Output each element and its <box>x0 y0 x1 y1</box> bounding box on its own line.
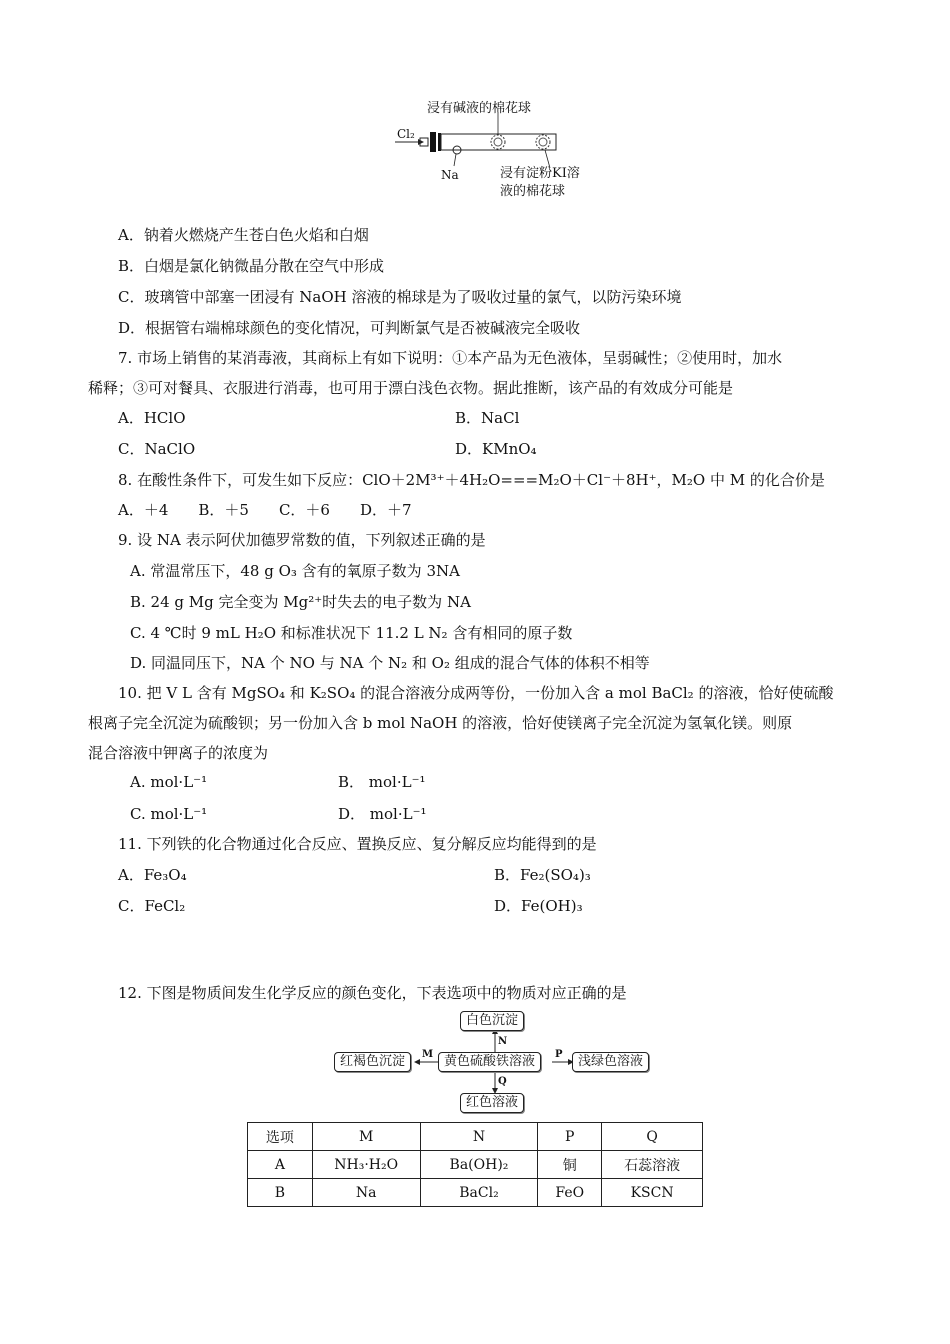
table-cell: B <box>248 1179 313 1207</box>
q9-option-b: B. 24 g Mg 完全变为 Mg²⁺时失去的电子数为 NA <box>130 593 471 611</box>
q10-option-b: B． mol·L⁻¹ <box>338 773 426 791</box>
q9-stem: 9. 设 NA 表示阿伏加德罗常数的值，下列叙述正确的是 <box>118 531 486 549</box>
q11-option-d: D．Fe(OH)₃ <box>494 897 583 915</box>
q11-option-a: A．Fe₃O₄ <box>118 866 187 884</box>
table-row <box>248 1151 703 1179</box>
table-cell: Ba(OH)₂ <box>420 1151 538 1179</box>
arrow-label-p: P <box>555 1049 563 1060</box>
q7-stem-line2: 稀释；③可对餐具、衣服进行消毒，也可用于漂白浅色衣物。据此推断，该产品的有效成分可能是 <box>88 379 734 397</box>
arrow-label-n: N <box>498 1036 508 1047</box>
table-header-cell: Q <box>602 1123 703 1151</box>
label-cl2: Cl₂ <box>397 127 415 141</box>
label-alkali-cotton: 浸有碱液的棉花球 <box>427 101 532 116</box>
q9-option-d: D. 同温同压下，NA 个 NO 与 NA 个 N₂ 和 O₂ 组成的混合气体的体积不相等 <box>130 654 650 672</box>
q7-option-b: B．NaCl <box>455 409 520 427</box>
q10-option-d: D． mol·L⁻¹ <box>338 805 427 823</box>
diagram-box-red-brown-precipitate: 红褐色沉淀 <box>334 1052 411 1072</box>
diagram-box-light-green: 浅绿色溶液 <box>572 1052 649 1072</box>
q10-stem-line2: 根离子完全沉淀为硫酸钡；另一份加入含 b mol NaOH 的溶液，恰好使镁离子完全沉淀为氢氧化镁。则原 <box>88 714 793 732</box>
glass-tube-diagram <box>390 112 570 172</box>
q8-stem: 8. 在酸性条件下，可发生如下反应：ClO＋2M³⁺＋4H₂O===M₂O＋Cl⁻＋8H⁺，M₂O 中 M 的化合价是 <box>118 471 825 489</box>
table-cell: NH₃·H₂O <box>312 1151 420 1179</box>
q9-option-c: C. 4 ℃时 9 mL H₂O 和标准状况下 11.2 L N₂ 含有相同的原子数 <box>130 624 573 642</box>
q10-stem-line1: 10. 把 V L 含有 MgSO₄ 和 K₂SO₄ 的混合溶液分成两等份，一份加入含 a mol BaCl₂ 的溶液，恰好使硫酸 <box>118 684 834 702</box>
diagram-box-red-solution: 红色溶液 <box>460 1093 524 1113</box>
q10-option-c: C. mol·L⁻¹ <box>130 805 208 823</box>
q10-stem-line3: 混合溶液中钾离子的浓度为 <box>88 744 269 762</box>
table-header-cell: 选项 <box>248 1123 313 1151</box>
q12-stem: 12. 下图是物质间发生化学反应的颜色变化，下表选项中的物质对应正确的是 <box>118 984 627 1002</box>
table-cell: A <box>248 1151 313 1179</box>
q11-stem: 11. 下列铁的化合物通过化合反应、置换反应、复分解反应均能得到的是 <box>118 835 597 853</box>
options-table <box>247 1122 703 1207</box>
q8-options: A．＋4 B．＋5 C．＋6 D．＋7 <box>118 501 412 519</box>
label-ki-cotton-1: 浸有淀粉KI溶 <box>500 166 580 181</box>
table-header-cell: P <box>538 1123 602 1151</box>
table-header-cell: N <box>420 1123 538 1151</box>
table-cell: FeO <box>538 1179 602 1207</box>
q7-option-c: C．NaClO <box>118 440 196 458</box>
q6-option-a: A．钠着火燃烧产生苍白色火焰和白烟 <box>118 226 369 244</box>
arrow-label-m: M <box>422 1049 434 1060</box>
table-cell: 石蕊溶液 <box>602 1151 703 1179</box>
q11-option-c: C．FeCl₂ <box>118 897 186 915</box>
table-header-cell: M <box>312 1123 420 1151</box>
q11-option-b: B．Fe₂(SO₄)₃ <box>494 866 591 884</box>
table-cell: BaCl₂ <box>420 1179 538 1207</box>
arrow-label-q: Q <box>498 1076 507 1087</box>
label-na: Na <box>441 168 459 182</box>
q9-option-a: A. 常温常压下，48 g O₃ 含有的氧原子数为 3NA <box>130 562 460 580</box>
q6-option-b: B．白烟是氯化钠微晶分散在空气中形成 <box>118 257 385 275</box>
q7-option-a: A．HClO <box>118 409 186 427</box>
label-ki-cotton-2: 液的棉花球 <box>500 184 566 199</box>
diagram-box-white-precipitate: 白色沉淀 <box>460 1011 524 1031</box>
q7-stem-line1: 7. 市场上销售的某消毒液，其商标上有如下说明：①本产品为无色液体，呈弱碱性；②使用时，加水 <box>118 349 783 367</box>
q6-option-c: C．玻璃管中部塞一团浸有 NaOH 溶液的棉球是为了吸收过量的氯气，以防污染环境 <box>118 288 682 306</box>
q7-option-d: D．KMnO₄ <box>455 440 537 458</box>
q6-option-d: D．根据管右端棉球颜色的变化情况，可判断氯气是否被碱液完全吸收 <box>118 319 581 337</box>
table-cell: 铜 <box>538 1151 602 1179</box>
table-header-row <box>248 1123 703 1151</box>
table-cell: Na <box>312 1179 420 1207</box>
table-cell: KSCN <box>602 1179 703 1207</box>
q10-option-a: A. mol·L⁻¹ <box>130 773 208 791</box>
table-row <box>248 1179 703 1207</box>
diagram-box-iron-sulfate: 黄色硫酸铁溶液 <box>438 1052 541 1072</box>
